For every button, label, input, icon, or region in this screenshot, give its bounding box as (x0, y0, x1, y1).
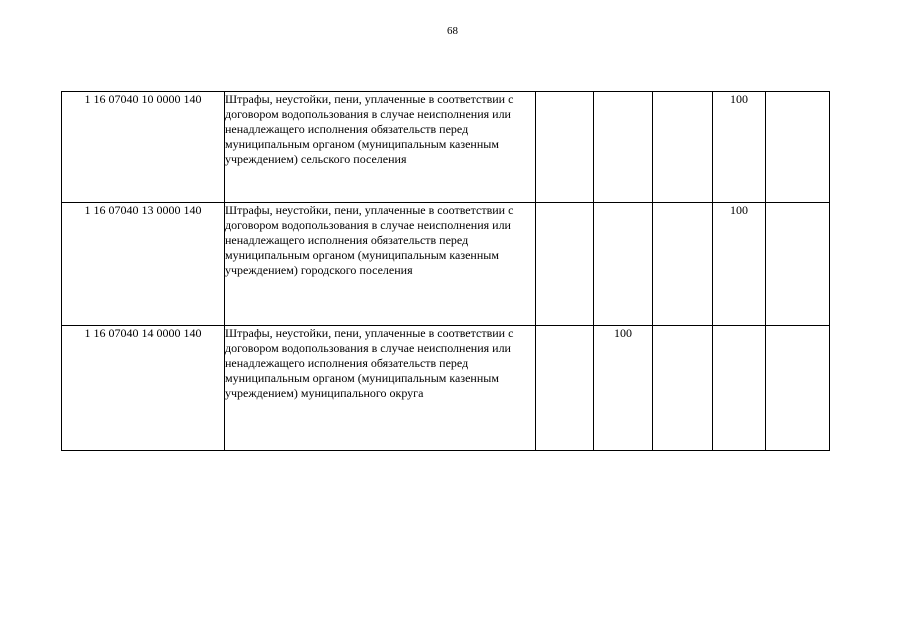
value-cell (766, 326, 830, 451)
value-cell (536, 92, 594, 203)
budget-code-cell: 1 16 07040 10 0000 140 (62, 92, 225, 203)
value-cell (653, 326, 713, 451)
budget-code-cell: 1 16 07040 13 0000 140 (62, 203, 225, 326)
value-cell (713, 326, 766, 451)
value-cell (653, 92, 713, 203)
table-row (62, 326, 830, 451)
value-cell: 100 (713, 92, 766, 203)
budget-code-cell: 1 16 07040 14 0000 140 (62, 326, 225, 451)
page-number: 68 (447, 25, 458, 37)
description-cell: Штрафы, неустойки, пени, уплаченные в соответствии с договором водопользования в случае неисполнения или ненадлежащего исполнения обязательств перед муниципальным органом (муниципальным казенным учреждением) городского поселения (225, 203, 536, 326)
value-cell (594, 92, 653, 203)
table-row (62, 92, 830, 203)
value-cell: 100 (594, 326, 653, 451)
value-cell: 100 (713, 203, 766, 326)
value-cell (766, 92, 830, 203)
value-cell (536, 203, 594, 326)
table-row (62, 203, 830, 326)
description-cell: Штрафы, неустойки, пени, уплаченные в соответствии с договором водопользования в случае неисполнения или ненадлежащего исполнения обязательств перед муниципальным органом (муниципальным казенным учреждением) сельского поселения (225, 92, 536, 203)
value-cell (766, 203, 830, 326)
revenue-distribution-table (61, 91, 830, 451)
description-cell: Штрафы, неустойки, пени, уплаченные в соответствии с договором водопользования в случае неисполнения или ненадлежащего исполнения обязательств перед муниципальным органом (муниципальным казенным учреждением) муниципального округа (225, 326, 536, 451)
value-cell (594, 203, 653, 326)
value-cell (536, 326, 594, 451)
value-cell (653, 203, 713, 326)
